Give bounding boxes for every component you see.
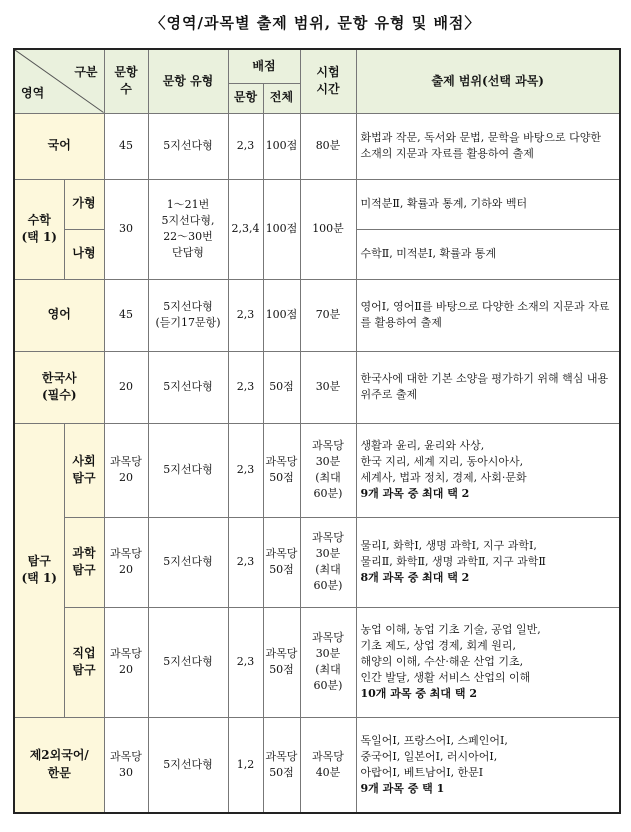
vocational-total-l1: 과목당 <box>265 647 298 661</box>
english-type <box>148 279 228 351</box>
page-title: 〈영역/과목별 출제 범위, 문항 유형 및 배점〉 <box>150 14 481 32</box>
math-scope-b: 수학Ⅱ, 미적분Ⅰ, 확률과 통계 <box>356 229 620 279</box>
science-time-l4: 60분) <box>313 578 343 592</box>
science-total-l2: 50점 <box>269 563 294 576</box>
math-type-l2: 5지선다형, <box>161 214 215 228</box>
social-sub-l2: 탐구 <box>72 471 96 485</box>
science-item: 2,3 <box>228 517 263 607</box>
science-count <box>104 517 148 607</box>
vocational-sub-l1: 직업 <box>72 645 96 660</box>
inquiry-area-line1: 탐구 <box>27 553 51 568</box>
social-scope-l1: 생활과 윤리, 윤리와 사상, <box>360 439 485 453</box>
social-time-l2: 30분 <box>315 455 341 469</box>
row-foreign <box>14 717 620 813</box>
row-english <box>14 279 620 351</box>
foreign-scope-l2: 중국어Ⅰ, 일본어Ⅰ, 러시아어Ⅰ, <box>360 749 498 763</box>
area-foreign <box>14 717 104 813</box>
header-score-item: 문항 <box>228 83 263 113</box>
social-time-l3: (최대 <box>315 471 341 484</box>
inquiry-area-line2: (택 1) <box>21 571 57 585</box>
row-history <box>14 351 620 423</box>
social-type: 5지선다형 <box>148 423 228 517</box>
vocational-scope-bold <box>361 686 616 702</box>
korean-total: 100점 <box>263 113 300 179</box>
science-time <box>300 517 356 607</box>
math-total: 100점 <box>263 179 300 279</box>
vocational-scope-bold-text: 10개 과목 중 최대 택 2 <box>360 686 477 700</box>
vocational-scope-l4: 인간 발달, 생활 서비스 산업의 이해 <box>360 670 531 684</box>
foreign-total <box>263 717 300 813</box>
foreign-scope <box>356 717 620 813</box>
math-sub-a: 가형 <box>64 179 104 229</box>
social-scope-l3: 세계사, 법과 정치, 경제, 사회·문화 <box>360 471 527 484</box>
foreign-count <box>104 717 148 813</box>
science-scope-bold-text: 8개 과목 중 최대 택 2 <box>360 570 470 584</box>
header-count: 문항 수 <box>104 49 148 113</box>
science-time-l2: 30분 <box>315 547 341 561</box>
social-sub <box>64 423 104 517</box>
science-total <box>263 517 300 607</box>
social-time <box>300 423 356 517</box>
social-total-l2: 50점 <box>269 471 294 484</box>
foreign-scope-l1: 독일어Ⅰ, 프랑스어Ⅰ, 스페인어Ⅰ, <box>360 733 508 747</box>
header-row <box>14 49 620 83</box>
science-scope-bold <box>361 570 616 586</box>
vocational-scope-l1: 농업 이해, 농업 기초 기술, 공업 일반, <box>360 623 541 637</box>
vocational-count <box>104 607 148 717</box>
social-total <box>263 423 300 517</box>
history-item: 2,3 <box>228 351 263 423</box>
english-total: 100점 <box>263 279 300 351</box>
vocational-time-l4: 60분) <box>313 678 343 692</box>
foreign-scope-bold <box>361 781 616 797</box>
math-item: 2,3,4 <box>228 179 263 279</box>
science-time-l1: 과목당 <box>312 531 344 545</box>
foreign-area-line2: 한문 <box>47 765 71 780</box>
social-scope-l2: 한국 지리, 세계 지리, 동아시아사, <box>360 455 524 469</box>
social-scope-bold-text: 9개 과목 중 최대 택 2 <box>360 486 470 500</box>
header-type: 문항 유형 <box>148 49 228 113</box>
area-math <box>14 179 64 279</box>
row-inquiry-science <box>14 517 620 607</box>
social-scope <box>356 423 620 517</box>
foreign-total-l1: 과목당 <box>265 749 298 763</box>
korean-time: 80분 <box>300 113 356 179</box>
vocational-type: 5지선다형 <box>148 607 228 717</box>
header-score-total: 전체 <box>263 83 300 113</box>
math-time: 100분 <box>300 179 356 279</box>
science-sub-l1: 과학 <box>72 545 96 560</box>
vocational-count-l2: 20 <box>119 663 133 676</box>
vocational-time-l1: 과목당 <box>312 631 344 645</box>
vocational-sub <box>64 607 104 717</box>
science-scope-l2: 물리Ⅱ, 화학Ⅱ, 생명 과학Ⅱ, 지구 과학Ⅱ <box>360 555 546 569</box>
math-type-l1: 1～21번 <box>166 198 210 212</box>
foreign-area-line1: 제2외국어/ <box>29 748 89 763</box>
english-time: 70분 <box>300 279 356 351</box>
science-time-l3: (최대 <box>315 563 341 576</box>
math-area-line1: 수학 <box>27 212 51 227</box>
foreign-type: 5지선다형 <box>148 717 228 813</box>
exam-table <box>13 48 621 814</box>
foreign-count-l1: 과목당 <box>110 749 142 763</box>
english-type-l2: (듣기17문항) <box>155 316 221 329</box>
math-sub-b: 나형 <box>64 229 104 279</box>
vocational-sub-l2: 탐구 <box>72 663 96 677</box>
science-sub <box>64 517 104 607</box>
row-math-a <box>14 179 620 229</box>
history-type: 5지선다형 <box>148 351 228 423</box>
vocational-time-l2: 30분 <box>315 647 341 661</box>
social-sub-l1: 사회 <box>72 453 96 468</box>
science-count-l1: 과목당 <box>110 547 142 561</box>
foreign-time-l1: 과목당 <box>312 749 344 763</box>
english-type-l1: 5지선다형 <box>163 300 213 314</box>
row-inquiry-vocational <box>14 607 620 717</box>
korean-scope: 화법과 작문, 독서와 문법, 문학을 바탕으로 다양한 소재의 지문과 자료를 활용하여 출제 <box>356 113 620 179</box>
foreign-time-l2: 40분 <box>315 765 341 779</box>
social-time-l1: 과목당 <box>312 439 344 453</box>
header-area: 영역 <box>21 86 45 101</box>
area-korean: 국어 <box>14 113 104 179</box>
vocational-scope <box>356 607 620 717</box>
korean-count: 45 <box>104 113 148 179</box>
math-type <box>148 179 228 279</box>
vocational-count-l1: 과목당 <box>110 647 142 661</box>
social-item: 2,3 <box>228 423 263 517</box>
row-inquiry-social <box>14 423 620 517</box>
history-area-line1: 한국사 <box>41 370 77 385</box>
history-total: 50점 <box>263 351 300 423</box>
vocational-scope-l2: 기초 제도, 상업 경제, 회계 원리, <box>360 639 516 653</box>
header-gubun: 구분 <box>74 65 98 79</box>
social-count-l1: 과목당 <box>110 455 142 469</box>
area-history <box>14 351 104 423</box>
vocational-time-l3: (최대 <box>315 663 341 676</box>
science-count-l2: 20 <box>119 563 133 576</box>
header-time: 시험 시간 <box>300 49 356 113</box>
foreign-item: 1,2 <box>228 717 263 813</box>
header-scope: 출제 범위(선택 과목) <box>356 49 620 113</box>
science-scope <box>356 517 620 607</box>
foreign-time <box>300 717 356 813</box>
vocational-item: 2,3 <box>228 607 263 717</box>
area-english: 영어 <box>14 279 104 351</box>
social-time-l4: 60분) <box>313 486 343 500</box>
history-time: 30분 <box>300 351 356 423</box>
header-diagonal-cell <box>14 49 104 113</box>
vocational-time <box>300 607 356 717</box>
math-scope-a: 미적분Ⅱ, 확률과 통계, 기하와 벡터 <box>356 179 620 229</box>
foreign-scope-bold-text: 9개 과목 중 택 1 <box>360 781 445 795</box>
foreign-total-l2: 50점 <box>269 765 294 779</box>
history-area-line2: (필수) <box>41 388 77 402</box>
social-total-l1: 과목당 <box>265 455 298 469</box>
korean-item: 2,3 <box>228 113 263 179</box>
math-type-l4: 단답형 <box>172 245 204 259</box>
science-total-l1: 과목당 <box>265 547 298 561</box>
math-type-l3: 22～30번 <box>163 230 213 243</box>
math-area-line2: (택 1) <box>21 230 57 244</box>
area-inquiry <box>14 423 64 717</box>
english-count: 45 <box>104 279 148 351</box>
korean-type: 5지선다형 <box>148 113 228 179</box>
vocational-total-l2: 50점 <box>269 663 294 676</box>
history-count: 20 <box>104 351 148 423</box>
row-korean <box>14 113 620 179</box>
vocational-total <box>263 607 300 717</box>
history-scope: 한국사에 대한 기본 소양을 평가하기 위해 핵심 내용 위주로 출제 <box>356 351 620 423</box>
header-score: 배점 <box>228 49 300 83</box>
social-scope-bold <box>361 486 616 502</box>
foreign-scope-l3: 아랍어Ⅰ, 베트남어Ⅰ, 한문Ⅰ <box>360 765 484 779</box>
math-count: 30 <box>104 179 148 279</box>
vocational-scope-l3: 해양의 이해, 수산·해운 산업 기초, <box>360 655 524 669</box>
social-count-l2: 20 <box>119 471 133 484</box>
english-item: 2,3 <box>228 279 263 351</box>
science-scope-l1: 물리Ⅰ, 화학Ⅰ, 생명 과학Ⅰ, 지구 과학Ⅰ, <box>360 539 537 553</box>
english-scope: 영어Ⅰ, 영어Ⅱ를 바탕으로 다양한 소재의 지문과 자료를 활용하여 출제 <box>356 279 620 351</box>
science-sub-l2: 탐구 <box>72 563 96 577</box>
social-count <box>104 423 148 517</box>
foreign-count-l2: 30 <box>119 765 133 779</box>
science-type: 5지선다형 <box>148 517 228 607</box>
